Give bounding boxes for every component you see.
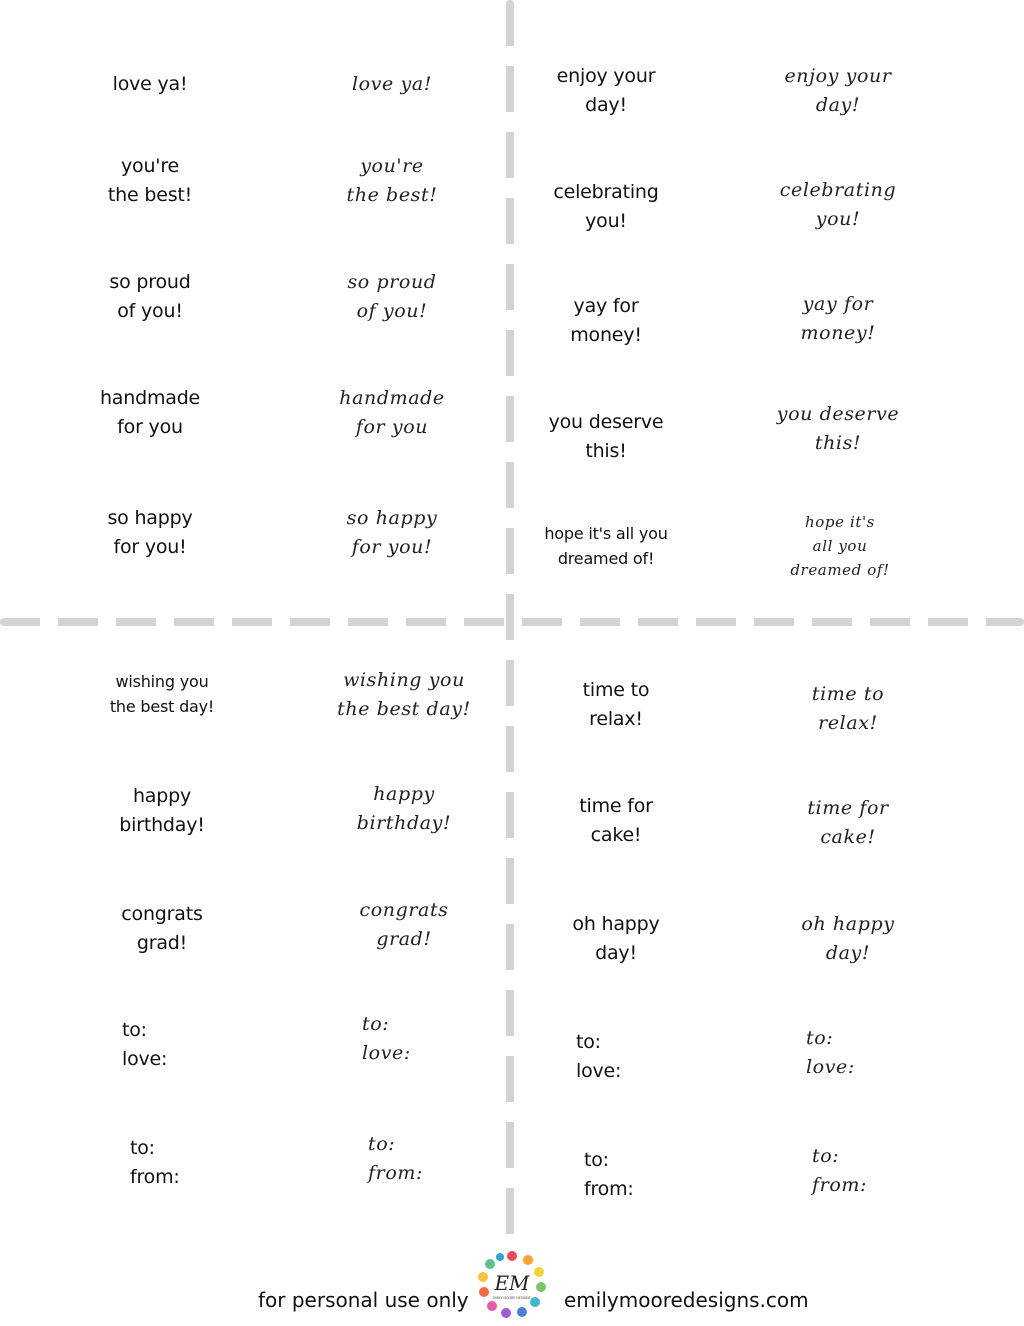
tag-enjoy-your-day-print: enjoy your day!: [556, 65, 656, 117]
tag-so-proud-script: so proud of you!: [347, 271, 437, 323]
tag-to-love-script: to: love:: [362, 1013, 411, 1065]
tag-oh-happy-day-script: oh happy day!: [801, 913, 895, 965]
tag-happy-birthday-script: happy birthday!: [356, 783, 452, 835]
tag-congrats-grad-script: congrats grad!: [359, 899, 449, 951]
tag-oh-happy-day-print: oh happy day!: [572, 913, 660, 965]
logo-caption: EMILY MOORE DESIGNS: [493, 1296, 531, 1300]
tag-to-love-script-2: to: love:: [806, 1027, 855, 1079]
tag-handmade-print: handmade for you: [99, 387, 201, 439]
horizontal-cut-line: [0, 618, 1024, 626]
tag-to-love-print-2: to: love:: [576, 1031, 622, 1083]
tag-so-happy-print: so happy for you!: [107, 507, 193, 559]
tag-to-from-print-2: to: from:: [584, 1149, 634, 1201]
tag-to-from-script: to: from:: [368, 1133, 423, 1185]
tag-hope-its-all-you-print: hope it's all you dreamed of!: [544, 524, 668, 568]
tag-you-deserve-this-print: you deserve this!: [548, 411, 664, 463]
tag-wishing-you-script: wishing you the best day!: [337, 669, 471, 721]
tag-handmade-script: handmade for you: [339, 387, 445, 439]
personal-use-note: for personal use only: [258, 1288, 469, 1312]
tag-time-to-relax-print: time to relax!: [582, 679, 650, 731]
tag-yay-for-money-print: yay for money!: [570, 295, 642, 347]
tag-enjoy-your-day-script: enjoy your day!: [784, 65, 892, 117]
emily-moore-designs-logo: [478, 1250, 546, 1318]
website-url: emilymooredesigns.com: [564, 1288, 809, 1312]
tag-so-happy-script: so happy for you!: [346, 507, 438, 559]
tag-love-ya-print: love ya!: [112, 73, 188, 95]
tag-yay-for-money-script: yay for money!: [800, 293, 876, 345]
tag-so-proud-print: so proud of you!: [109, 271, 191, 323]
tag-happy-birthday-print: happy birthday!: [119, 785, 205, 837]
tag-to-love-print: to: love:: [122, 1019, 168, 1071]
tag-wishing-you-print: wishing you the best day!: [109, 672, 215, 716]
tag-congrats-grad-print: congrats grad!: [121, 903, 203, 955]
tag-love-ya-script: love ya!: [351, 73, 433, 95]
tag-celebrating-you-print: celebrating you!: [553, 181, 659, 233]
tag-time-for-cake-print: time for cake!: [579, 795, 653, 847]
logo-monogram: EM: [494, 1271, 530, 1295]
tag-youre-the-best-script: you're the best!: [346, 155, 438, 207]
tag-celebrating-you-script: celebrating you!: [779, 179, 897, 231]
tag-time-to-relax-script: time to relax!: [811, 683, 885, 735]
tag-to-from-script-2: to: from:: [812, 1145, 867, 1197]
tag-time-for-cake-script: time for cake!: [807, 797, 889, 849]
tag-you-deserve-this-script: you deserve this!: [776, 403, 900, 455]
tag-to-from-print: to: from:: [130, 1137, 180, 1189]
tag-hope-its-all-you-script: hope it's all you dreamed of!: [790, 513, 890, 579]
tag-youre-the-best-print: you're the best!: [107, 155, 193, 207]
